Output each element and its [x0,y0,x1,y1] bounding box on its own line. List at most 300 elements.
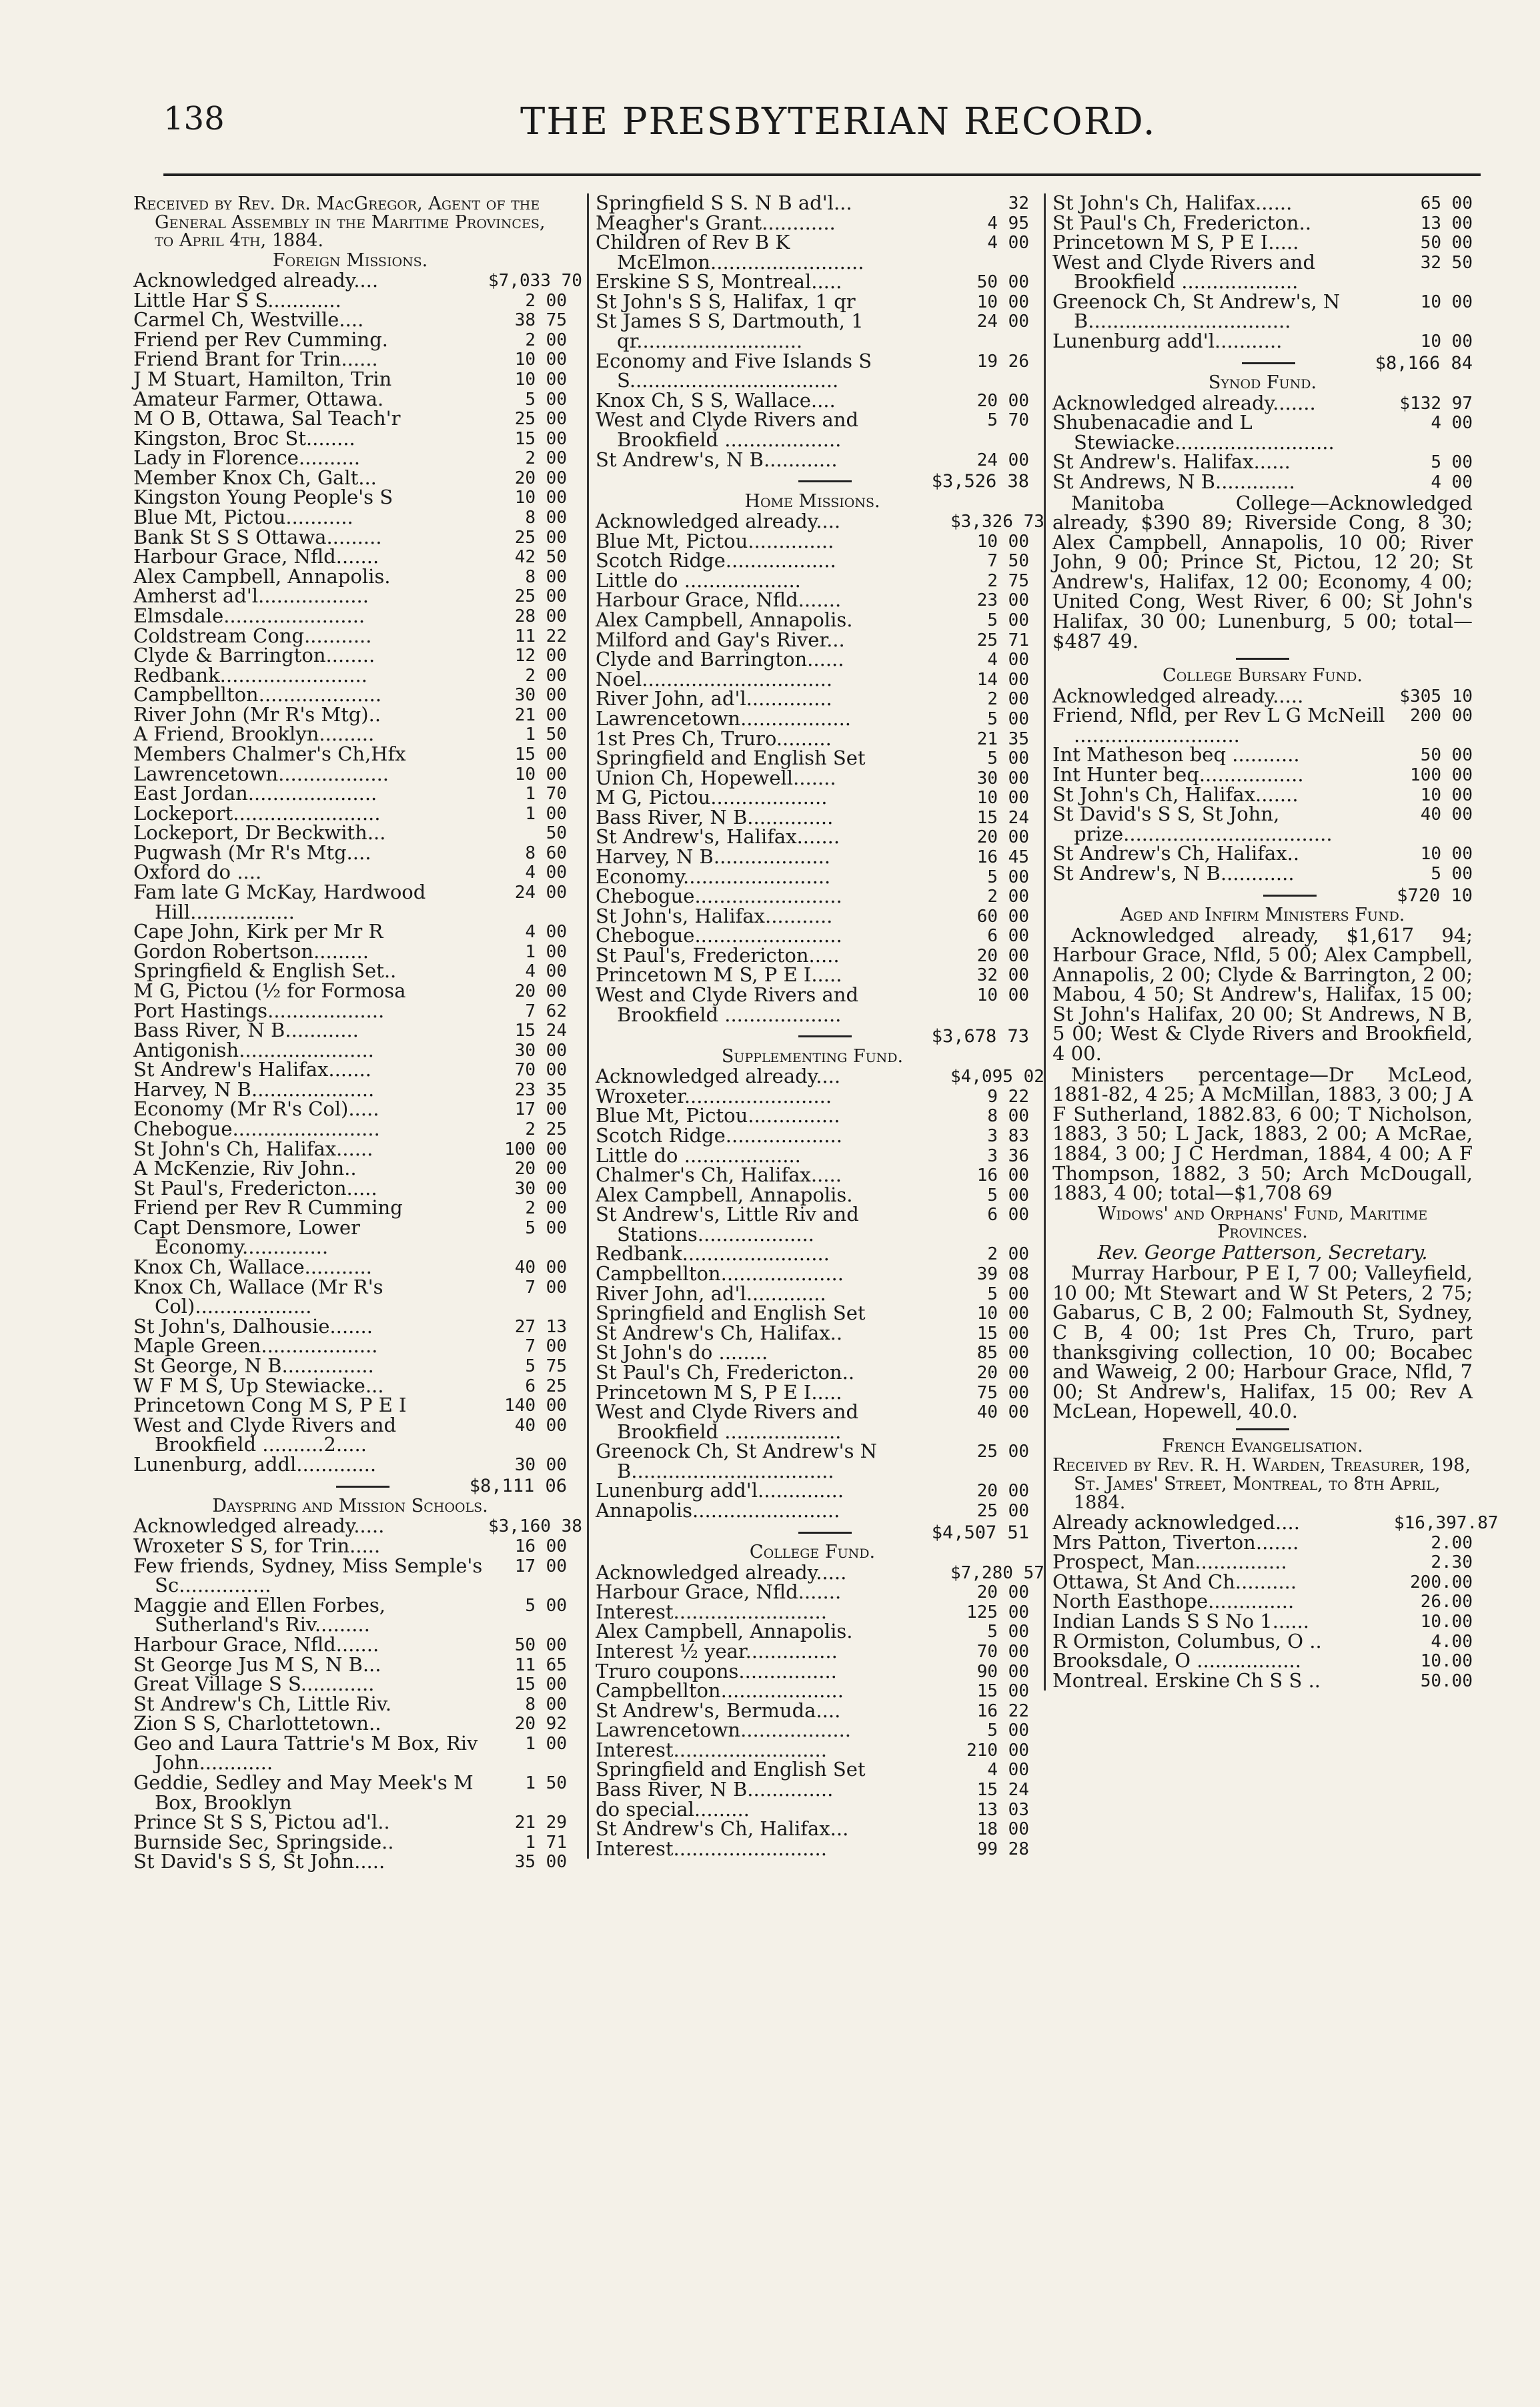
entry-amount: 25 71 [976,630,1029,650]
ledger-row [133,1652,567,1676]
entry-label: River John (Mr R's Mtg).. [133,702,381,726]
entry-label: Knox Ch, S S, Wallace.... [596,388,836,412]
entry-amount: 20 92 [514,1714,567,1735]
entry-label: Scotch Ridge.................. [596,549,836,572]
ledger-row [596,529,1029,552]
ledger-row [1052,1629,1473,1652]
ledger-row [133,762,567,785]
entry-amount: 5 00 [987,610,1029,631]
entry-amount: 1 70 [525,784,567,805]
entry-amount: 15 24 [976,1779,1029,1800]
ledger-row [133,801,567,825]
entry-amount: 15 00 [514,428,567,449]
ledger-row [1052,706,1473,745]
entry-amount: 13 00 [1420,213,1473,233]
ledger-row [596,568,1029,592]
entry-label: Meagher's Grant............ [596,211,836,234]
entry-amount: 18 00 [976,1819,1029,1840]
entry-amount: 20 00 [976,827,1029,848]
ledger-row [133,1314,567,1338]
entry-label: Campbellton.................... [596,1262,844,1286]
ledger-row [596,450,1029,470]
ledger-row [1052,292,1473,332]
ledger-row [596,349,1029,392]
entry-amount: 10 00 [514,488,567,508]
entry-amount: 2 25 [525,1119,567,1139]
entry-amount: 200.00 [1410,1572,1473,1592]
entry-amount: 20 00 [976,1481,1029,1502]
ledger-row [1052,1572,1473,1592]
ledger-row [596,233,1029,272]
entry-label: Indian Lands S S No 1...... [1052,1609,1310,1632]
total-amount: $4,507 51 [931,1522,1029,1543]
entry-label: North Easthope.............. [1052,1590,1295,1613]
entry-label: Knox Ch, Wallace (Mr R's Col)................... [133,1275,383,1318]
ledger-row [133,725,567,745]
ledger-row [1052,686,1473,706]
entry-amount: 20 00 [514,468,567,488]
entry-amount: 40 00 [514,1258,567,1278]
total-amount: $3,526 38 [931,471,1029,492]
ledger-row [133,1099,567,1119]
entry-label: St Paul's, Fredericton..... [133,1176,377,1199]
section-divider [1236,658,1289,660]
entry-label: Mrs Patton, Tiverton....... [1052,1530,1299,1554]
entry-amount: 20 00 [976,390,1029,411]
widows-fund-heading: Widows' and Orphans' Fund, Maritime Provinces. [1097,1203,1428,1243]
bursary-fund-list [1052,686,1473,905]
entry-amount: 50 00 [1420,233,1473,254]
entry-amount: 5 00 [1431,863,1473,884]
entry-amount: 10 00 [1420,292,1473,312]
secretary-line: Rev. George Patterson, Secretary. [1097,1240,1428,1264]
entry-label: Amateur Farmer, Ottawa. [133,387,384,410]
entry-label: Harvey, N B................... [596,845,831,868]
french-evangelisation-heading: French Evangelisation. [1162,1435,1363,1456]
total-rule [1242,362,1295,364]
ledger-row [1052,1609,1473,1632]
ledger-row [596,510,1044,533]
entry-label: West and Clyde Rivers and Brookfield ..........2..... [133,1413,397,1456]
entry-label: St Andrews, N B............. [1052,470,1295,493]
entry-label: St Paul's Ch, Fredericton.. [1052,211,1312,234]
entry-label: Wroxeter S S, for Trin..... [133,1534,381,1558]
ledger-row [1052,1668,1473,1692]
ledger-row [1052,332,1473,352]
entry-label: Int Hunter beq................. [1052,763,1304,787]
entry-amount: 65 00 [1420,193,1473,213]
entry-label: Erskine S S, Montreal..... [596,270,842,294]
entry-amount: 200 00 [1410,706,1473,727]
ledger-row [596,965,1029,985]
ledger-row [133,663,567,686]
entry-amount: 1 71 [525,1832,567,1853]
entry-amount: 24 00 [976,312,1029,332]
entry-label: Clyde & Barrington........ [133,644,375,667]
ledger-row [133,1632,567,1656]
entry-label: Oxford do .... [133,861,262,884]
entry-label: Blue Mt, Pictou........... [133,506,353,529]
entry-label: M G, Pictou (½ for Formosa [133,979,406,1002]
ledger-row [1052,745,1473,765]
entry-amount: 25 00 [514,527,567,548]
entry-amount: 20 00 [514,981,567,1001]
section-divider [1236,1428,1289,1430]
entry-label: Kingston Young People's S [133,486,394,509]
ledger-row [133,1556,567,1596]
entry-label: Friend per Rev Cumming. [133,328,388,351]
entry-amount: 4 00 [525,961,567,982]
ministers-percentage-paragraph: Ministers percentage—Dr McLeod, 1881-82, 4 25; A McMillan, 1883, 3 00; J A F Sutherland, 1882.83, 6 00; T Nicholson, 1883, 3 50; L Jack, 1883, 2 00; A McRae, 1884, 3 00; J C Herdman, 1884, 4 00; A F Thompson, 1882, 3 50; Arch McDougall, 1883, 4 00; total—$1,708 69 [1052,1063,1473,1205]
entry-amount: 4 95 [987,213,1029,233]
entry-amount: 15 24 [976,807,1029,828]
ledger-row [596,1065,1044,1088]
entry-label: Pugwash (Mr R's Mtg.... [133,841,371,864]
section-total [596,1027,1029,1046]
entry-amount: $7,280 57 [950,1562,1044,1583]
ledger-row [596,1777,1029,1801]
entry-label: Harvey, N B.................... [133,1077,375,1101]
entry-amount: 4 00 [525,922,567,943]
entry-amount: 5 70 [987,410,1029,431]
entry-amount: 2 00 [525,448,567,469]
entry-amount: 20 00 [976,945,1029,966]
ledger-row [596,1244,1029,1264]
entry-amount: 2 00 [987,689,1029,710]
entry-amount: 8 00 [525,1694,567,1715]
entry-label: Blue Mt, Pictou.............. [596,529,834,552]
ledger-row [596,213,1029,233]
entry-amount: 1 00 [525,941,567,962]
entry-amount: 5 00 [1431,452,1473,473]
ledger-row [1052,1530,1473,1554]
entry-label: West and Clyde Rivers and Brookfield ................... [596,1400,859,1443]
entry-label: Princetown M S, P E I..... [596,963,842,987]
entry-label: St David's S S, St John..... [133,1850,386,1873]
ledger-row [133,883,567,922]
entry-label: St Paul's, Fredericton..... [596,943,840,967]
entry-label: St John's do ........ [596,1341,768,1364]
ledger-row [133,1674,567,1695]
entry-amount: 27 13 [514,1316,567,1337]
ledger-row [133,1001,567,1021]
entry-amount: 3 36 [987,1145,1029,1166]
entry-amount: 2 00 [525,665,567,686]
ledger-row [133,1514,582,1538]
ledger-row [596,193,1029,213]
entry-amount: 16 00 [976,1165,1029,1186]
section-heading: Supplementing Fund. [721,1045,904,1067]
entry-amount: 25 00 [514,409,567,430]
entry-label: St Andrew's Ch, Little Riv. [133,1692,392,1715]
entry-label: Blue Mt, Pictou............... [596,1104,840,1127]
entry-amount: 10 00 [514,350,567,370]
entry-label: Annapolis........................ [596,1498,840,1522]
entry-label: Greenock Ch, St Andrew's, N B................................. [1052,290,1341,333]
column-1-sections [133,250,582,1873]
ledger-row [133,1021,567,1041]
entry-label: Springfield and English Set [596,747,866,770]
ledger-row [1052,193,1473,213]
french-evangelisation-list [1052,1511,1499,1692]
ledger-row [596,1602,1029,1622]
entry-amount: 30 00 [514,1178,567,1199]
entry-amount: 5 75 [525,1356,567,1376]
entry-amount: 8 00 [987,1106,1029,1127]
ledger-row [596,1123,1029,1147]
ledger-row [1052,844,1473,864]
ledger-row [596,1185,1029,1206]
entry-label: Lunenburg, addl............. [133,1452,377,1476]
ledger-row [596,827,1029,847]
entry-label: Economy........................ [596,865,831,888]
ledger-row [133,448,567,468]
entry-label: East Jordan..................... [133,782,377,805]
ledger-row [596,1442,1029,1481]
ledger-row [596,1819,1029,1839]
ledger-row [133,1038,567,1061]
ledger-row [596,729,1029,749]
ledger-row [596,788,1029,808]
manitoba-college-note: Manitoba College—Acknowledged already, $390 89; Riverside Cong, 8 30; Alex Campbell, Annapolis, 10 00; River John, 9 00; Prince St, Pictou, 12 20; St Andrew's, Halifax, 12 00; Economy, 4 00; United Cong, West River, 6 00; St John's Halifax, 30 00; Lunenburg, 5 00; total—$487 49. [1052,491,1473,652]
ledger-row [133,310,567,330]
ledger-row [596,847,1029,867]
entry-label: Lunenburg add'l........... [1052,330,1283,353]
total-rule [1263,895,1317,897]
ledger-row [133,508,567,528]
entry-label: St Andrew's, N B............ [596,448,838,471]
entry-label: Already acknowledged.... [1052,1511,1300,1534]
section-total [596,472,1029,491]
ledger-row [133,1176,567,1199]
ledger-row [133,823,567,843]
entry-label: Alex Campbell, Annapolis. [133,564,391,588]
entry-label: Few friends, Sydney, Miss Semple's Sc............... [133,1554,483,1597]
ledger-row [133,370,567,390]
ledger-row [596,985,1029,1025]
entry-label: Chebogue........................ [596,885,842,908]
entry-amount: 2.00 [1431,1532,1473,1553]
entry-amount: 8 60 [525,843,567,863]
entry-amount: 50.00 [1420,1670,1473,1691]
entry-amount: 42 50 [514,547,567,568]
ledger-row [1052,472,1473,492]
entry-amount: 12 00 [514,646,567,666]
entry-amount: 10 00 [976,788,1029,809]
entry-amount: 35 00 [514,1852,567,1873]
entry-label: A McKenzie, Riv John.. [133,1157,357,1180]
entry-label: Interest......................... [596,1600,827,1623]
entry-amount: 4 00 [1431,413,1473,434]
entry-label: St Andrew's. Halifax...... [1052,450,1291,474]
entry-label: St George, N B............... [133,1354,374,1377]
ledger-row [596,689,1029,709]
french-receipt-heading: Received by Rev. R. H. Warden, Treasurer, 198, St. James' Street, Montreal, to 8th April, 1884. [1052,1455,1471,1513]
ledger-row [1052,765,1473,785]
entry-label: Bass River, N B............ [133,1019,359,1042]
entry-amount: 2 00 [987,1244,1029,1265]
ledger-row [133,1077,567,1101]
entry-amount: $132 97 [1399,393,1473,414]
entry-amount: 17 00 [514,1556,567,1576]
ledger-row [596,1701,1029,1721]
entry-label: Lawrencetown.................. [596,1719,852,1742]
entry-label: Kingston, Broc St........ [133,426,355,450]
entry-label: Lawrencetown.................. [133,762,390,785]
ledger-row [596,766,1029,789]
ledger-row [133,784,567,804]
entry-amount: 11 65 [514,1654,567,1675]
ledger-row [1052,805,1473,844]
entry-amount: 32 50 [1420,252,1473,273]
ledger-row [596,1721,1029,1741]
entry-label: Interest......................... [596,1738,827,1761]
entry-amount: 2.30 [1431,1552,1473,1573]
entry-amount: 30 00 [514,1454,567,1475]
entry-label: Zion S S, Charlottetown.. [133,1712,381,1735]
ledger-row [133,586,567,606]
entry-amount: 4 00 [987,650,1029,670]
entry-label: Chebogue........................ [596,924,842,947]
entry-amount: 26.00 [1420,1592,1473,1612]
entry-label: St John's, Dalhousie....... [133,1314,373,1338]
entry-label: St Andrew's, N B............ [1052,861,1295,885]
entry-label: Port Hastings................... [133,999,385,1022]
entry-amount: 75 00 [976,1382,1029,1403]
entry-amount: 15 24 [514,1021,567,1041]
entry-amount: 7 00 [525,1277,567,1298]
entry-amount: $7,033 70 [488,271,582,292]
entry-amount: 40 00 [514,1415,567,1436]
entry-label: Montreal. Erskine Ch S S .. [1052,1668,1321,1692]
ledger-row [133,685,567,705]
entry-amount: 6 00 [987,926,1029,947]
entry-amount: 21 35 [976,729,1029,749]
entry-label: Princetown M S, P E I..... [596,1380,842,1404]
column-2 [587,191,1044,1860]
receipt-heading: Received by Rev. Dr. MacGregor, Agent of the General Assembly in the Maritime Provinces, to April 4th, 1884. [133,193,546,252]
ledger-row [133,1218,567,1258]
entry-amount: 90 00 [976,1661,1029,1682]
ledger-row [133,1593,567,1636]
entry-label: Coldstream Cong........... [133,624,372,647]
entry-amount: 8 00 [525,508,567,528]
entry-amount: 23 35 [514,1079,567,1100]
ledger-row [133,1692,567,1715]
entry-label: West and Clyde Rivers and Brookfield ................... [596,983,859,1026]
ledger-row [596,706,1029,730]
entry-label: Acknowledged already.... [596,510,841,533]
ledger-row [133,1714,567,1734]
total-amount: $8,166 84 [1375,352,1473,374]
ledger-row [596,410,1029,450]
entry-amount: 10 00 [514,370,567,390]
ledger-row [133,606,567,626]
total-amount: $720 10 [1397,885,1473,906]
entry-label: Princetown M S, P E I..... [1052,231,1299,254]
entry-label: Prospect, Man............... [1052,1550,1287,1574]
entry-label: St Andrew's Ch, Halifax.. [1052,842,1300,865]
entry-label: Union Ch, Hopewell....... [596,766,836,789]
ledger-row [133,646,567,666]
ledger-row [596,650,1029,670]
ledger-row [133,939,567,963]
synod-fund-heading: Synod Fund. [1208,372,1317,394]
header-rule [163,173,1481,176]
entry-amount: 10 00 [1420,332,1473,352]
entry-label: Acknowledged already....... [1052,391,1316,414]
entry-amount: 2 75 [987,570,1029,591]
entry-amount: 7 50 [987,551,1029,572]
ledger-row [596,1304,1029,1324]
ledger-row [1052,1552,1473,1572]
entry-label: Little Har S S............ [133,288,341,312]
entry-label: Maggie and Ellen Forbes, Sutherland's Riv......... [133,1593,386,1636]
ledger-row [1052,785,1473,805]
entry-label: Springfield & English Set.. [133,959,397,983]
entry-amount: 21 00 [514,704,567,725]
ledger-row [1052,233,1473,253]
entry-amount: 15 00 [514,1674,567,1695]
ledger-row [133,387,567,410]
entry-label: Little do ................... [596,1143,801,1167]
entry-amount: 38 75 [514,310,567,331]
entry-amount: 1 50 [525,1773,567,1793]
entry-label: Lunenburg add'l.............. [596,1479,844,1502]
ledger-row [133,525,567,548]
entry-amount: 9 22 [987,1086,1029,1107]
column-2-sections [596,191,1044,1860]
entry-amount: 2 00 [525,330,567,350]
entry-label: Acknowledged already..... [133,1514,385,1538]
ledger-row [596,1797,1029,1821]
entry-amount: 5 00 [525,389,567,410]
entry-label: Shubenacadie and L Stewiacke.......................... [1052,411,1335,454]
entry-label: Chalmer's Ch, Halifax..... [596,1163,842,1187]
ledger-row [596,1839,1029,1859]
ledger-row [596,1360,1029,1384]
entry-label: Bank St S S Ottawa......... [133,525,382,548]
column-1 [133,193,582,1873]
ledger-row [596,292,1029,312]
section-heading: Foreign Missions. [272,250,428,271]
ledger-row [596,1284,1029,1304]
ledger-row [1052,1592,1473,1612]
ledger-row [133,1139,567,1159]
entry-label: Milford and Gay's River... [596,628,845,651]
entry-label: Acknowledged already.... [133,269,379,292]
ledger-row [596,1402,1029,1442]
ledger-row [133,1356,567,1376]
entry-amount: 16 22 [976,1701,1029,1721]
entry-label: Economy (Mr R's Col)..... [133,1097,379,1121]
ledger-row [596,1106,1029,1126]
ledger-row [133,1452,567,1476]
ledger-row [596,1498,1029,1522]
entry-label: Antigonish...................... [133,1038,374,1061]
entry-label: M G, Pictou................... [596,786,828,809]
ledger-row [133,1830,567,1853]
entry-label: Acknowledged already..... [1052,684,1304,707]
entry-label: Brooksdale, O ................. [1052,1649,1301,1672]
entry-amount: 32 00 [976,965,1029,986]
ledger-row [1052,1651,1473,1671]
entry-label: Alex Campbell, Annapolis. [596,608,853,632]
entry-label: Wroxeter........................ [596,1084,832,1107]
entry-label: St John's Ch, Halifax...... [133,1137,373,1160]
total-rule [336,1486,390,1488]
entry-amount: 10.00 [1420,1651,1473,1672]
